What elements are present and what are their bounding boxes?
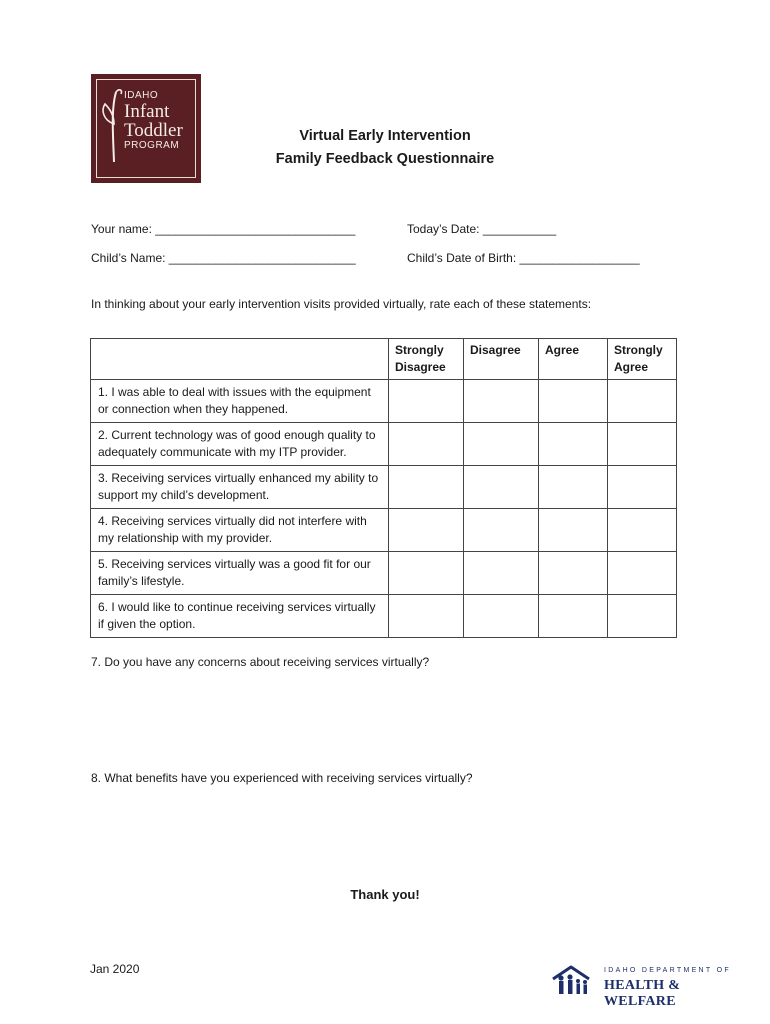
statement-cell: 4. Receiving services virtually did not interfere with my relationship with my provider. — [91, 509, 389, 552]
rating-cell-agree[interactable] — [539, 509, 608, 552]
header-agree: Agree — [539, 339, 608, 380]
table-row — [91, 380, 677, 423]
rating-cell-strongly-agree[interactable] — [608, 423, 677, 466]
dhw-health-welfare-text: HEALTH & WELFARE — [604, 978, 681, 1009]
table-row — [91, 552, 677, 595]
footer-date: Jan 2020 — [90, 962, 140, 976]
childs-dob-field[interactable]: Child’s Date of Birth: __________________ — [407, 251, 640, 265]
table-row — [91, 423, 677, 466]
table-row — [91, 466, 677, 509]
rating-table — [90, 338, 677, 638]
childs-name-field[interactable]: Child’s Name: ____________________________ — [91, 251, 356, 265]
rating-cell-disagree[interactable] — [464, 423, 539, 466]
header-statement — [91, 339, 389, 380]
rating-cell-strongly-agree[interactable] — [608, 595, 677, 638]
statement-cell: 2. Current technology was of good enough quality to adequately communicate with my ITP provider. — [91, 423, 389, 466]
rating-cell-disagree[interactable] — [464, 509, 539, 552]
rating-cell-strongly-disagree[interactable] — [389, 466, 464, 509]
rating-cell-agree[interactable] — [539, 466, 608, 509]
rating-cell-disagree[interactable] — [464, 380, 539, 423]
rating-instructions: In thinking about your early intervention visits provided virtually, rate each of these statements: — [91, 297, 592, 311]
logo-toddler: Toddler — [124, 120, 183, 141]
header-strongly-agree: Strongly Agree — [608, 339, 677, 380]
logo-infant: Infant — [124, 101, 170, 122]
rating-cell-disagree[interactable] — [464, 466, 539, 509]
thank-you-text: Thank you! — [350, 887, 420, 902]
question-7: 7. Do you have any concerns about receiving services virtually? — [91, 655, 430, 669]
rating-cell-strongly-agree[interactable] — [608, 466, 677, 509]
rating-cell-agree[interactable] — [539, 423, 608, 466]
rating-cell-strongly-disagree[interactable] — [389, 380, 464, 423]
header-strongly-disagree: Strongly Disagree — [389, 339, 464, 380]
todays-date-field[interactable]: Today’s Date: ___________ — [407, 222, 557, 236]
page-title-line1: Virtual Early Intervention — [299, 128, 471, 144]
rating-cell-strongly-disagree[interactable] — [389, 509, 464, 552]
idaho-dhw-logo — [549, 964, 734, 1009]
logo-idaho: IDAHO — [124, 90, 159, 101]
header-disagree: Disagree — [464, 339, 539, 380]
rating-cell-disagree[interactable] — [464, 552, 539, 595]
statement-cell: 3. Receiving services virtually enhanced my ability to support my child’s development. — [91, 466, 389, 509]
rating-cell-strongly-disagree[interactable] — [389, 423, 464, 466]
table-row — [91, 509, 677, 552]
rating-cell-agree[interactable] — [539, 552, 608, 595]
statement-cell: 1. I was able to deal with issues with the equipment or connection when they happened. — [91, 380, 389, 423]
family-house-icon — [549, 964, 599, 996]
rating-cell-strongly-agree[interactable] — [608, 380, 677, 423]
rating-cell-strongly-agree[interactable] — [608, 509, 677, 552]
rating-cell-agree[interactable] — [539, 595, 608, 638]
your-name-field[interactable]: Your name: ______________________________ — [91, 222, 356, 236]
rating-cell-disagree[interactable] — [464, 595, 539, 638]
dhw-dept-text: IDAHO DEPARTMENT OF — [604, 967, 731, 974]
rating-cell-agree[interactable] — [539, 380, 608, 423]
logo-program: PROGRAM — [124, 140, 180, 151]
rating-cell-strongly-agree[interactable] — [608, 552, 677, 595]
table-row — [91, 595, 677, 638]
rating-cell-strongly-disagree[interactable] — [389, 595, 464, 638]
table-header-row — [91, 339, 677, 380]
question-8: 8. What benefits have you experienced with receiving services virtually? — [91, 771, 473, 785]
page-title-line2: Family Feedback Questionnaire — [275, 151, 495, 167]
statement-cell: 5. Receiving services virtually was a good fit for our family’s lifestyle. — [91, 552, 389, 595]
statement-cell: 6. I would like to continue receiving services virtually if given the option. — [91, 595, 389, 638]
rating-cell-strongly-disagree[interactable] — [389, 552, 464, 595]
